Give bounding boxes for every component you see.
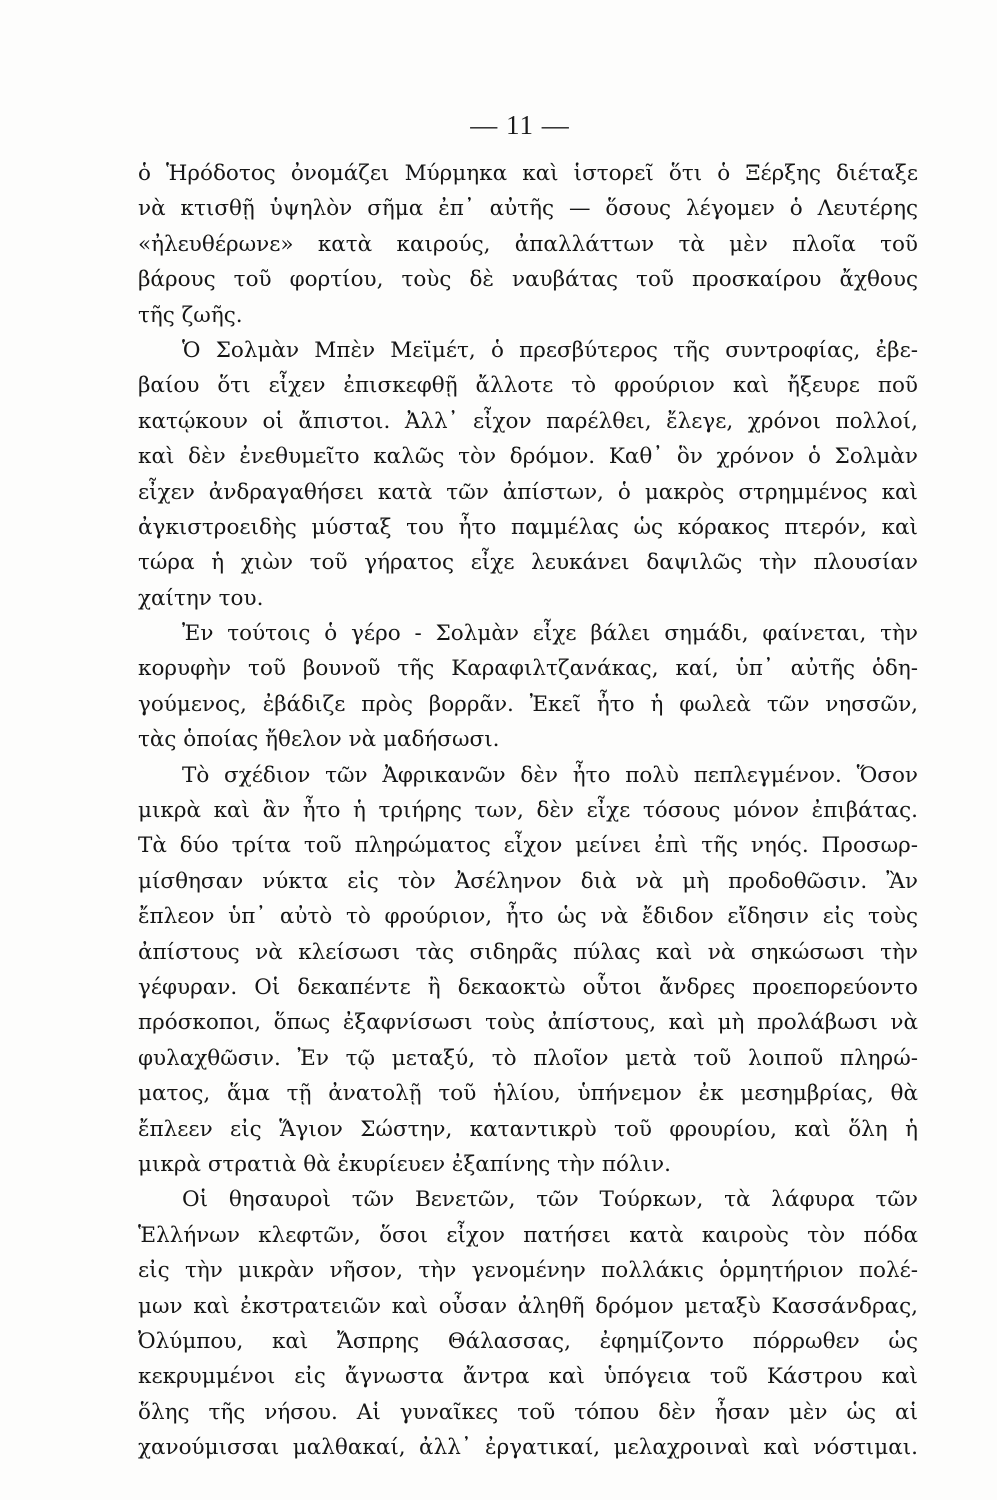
text-line: ματος, ἅμα τῇ ἀνατολῇ τοῦ ἡλίου, ὑπήνεμον ἐκ μεσημβρίας, θὰ	[138, 1081, 918, 1107]
text-line: Τὰ δύο τρίτα τοῦ πληρώματος εἶχον μείνει ἐπὶ τῆς νηός. Προσωρ-	[138, 833, 918, 859]
text-line: «ἠλευθέρωνε» κατὰ καιρούς, ἀπαλλάττων τὰ μὲν πλοῖα τοῦ	[138, 231, 918, 257]
text-line: τὰς ὁποίας ἤθελον νὰ μαδήσωσι.	[138, 727, 500, 753]
text-line: γούμενος, ἐβάδιζε πρὸς βορρᾶν. Ἐκεῖ ἦτο ἡ φωλεὰ τῶν νησσῶν,	[138, 691, 918, 717]
text-line: νὰ κτισθῇ ὑψηλὸν σῆμα ἐπ᾽ αὐτῆς — ὅσους λέγομεν ὁ Λευτέρης	[138, 196, 918, 222]
body-text	[138, 156, 918, 1465]
text-line: χανούμισσαι μαλθακαί, ἀλλ᾽ ἐργατικαί, μελαχροιναὶ καὶ νόστιμαι.	[138, 1435, 918, 1461]
text-line: μικρὰ καὶ ἂν ἦτο ἡ τριήρης των, δὲν εἶχε τόσους μόνον ἐπιβάτας.	[138, 798, 918, 824]
text-line: Τὸ σχέδιον τῶν Ἀφρικανῶν δὲν ἦτο πολὺ πεπλεγμένον. Ὅσον	[182, 762, 918, 788]
text-line: Ὀλύμπου, καὶ Ἄσπρης Θάλασσας, ἐφημίζοντο πόρρωθεν ὡς	[138, 1328, 918, 1354]
text-line: εἰς τὴν μικρὰν νῆσον, τὴν γενομένην πολλάκις ὁρμητήριον πολέ-	[138, 1258, 918, 1284]
text-line: ὁ Ἡρόδοτος ὀνομάζει Μύρμηκα καὶ ἱστορεῖ ὅτι ὁ Ξέρξης διέταξε	[138, 161, 918, 186]
text-line: ἀγκιστροειδὴς μύσταξ του ἦτο παμμέλας ὡς κόρακος πτερόν, καὶ	[138, 514, 918, 540]
text-line: χαίτην του.	[138, 585, 264, 611]
text-line: ὅλης τῆς νήσου. Αἱ γυναῖκες τοῦ τόπου δὲν ἦσαν μὲν ὡς αἱ	[138, 1399, 918, 1425]
text-line: κεκρυμμένοι εἰς ἄγνωστα ἄντρα καὶ ὑπόγεια τοῦ Κάστρου καὶ	[138, 1364, 918, 1390]
text-line: μικρὰ στρατιὰ θὰ ἐκυρίευεν ἐξαπίνης τὴν πόλιν.	[138, 1151, 671, 1177]
text-line: Ἐν τούτοις ὁ γέρο - Σολμὰν εἶχε βάλει σημάδι, φαίνεται, τὴν	[182, 621, 918, 647]
text-line: γέφυραν. Οἱ δεκαπέντε ἢ δεκαοκτὼ οὗτοι ἄνδρες προεπορεύοντο	[138, 974, 918, 1000]
text-line: Ἑλλήνων κλεφτῶν, ὅσοι εἶχον πατήσει κατὰ καιροὺς τὸν πόδα	[138, 1222, 918, 1248]
text-line: τώρα ἡ χιὼν τοῦ γήρατος εἶχε λευκάνει δαψιλῶς τὴν πλουσίαν	[138, 550, 918, 576]
text-line: Οἱ θησαυροὶ τῶν Βενετῶν, τῶν Τούρκων, τὰ λάφυρα τῶν	[182, 1187, 918, 1213]
text-line: ἔπλεεν εἰς Ἅγιον Σώστην, καταντικρὺ τοῦ φρουρίου, καὶ ὅλη ἡ	[138, 1116, 918, 1142]
text-line: φυλαχθῶσιν. Ἐν τῷ μεταξύ, τὸ πλοῖον μετὰ τοῦ λοιποῦ πληρώ-	[138, 1045, 918, 1071]
text-line: μίσθησαν νύκτα εἰς τὸν Ἀσέληνον διὰ νὰ μὴ προδοθῶσιν. Ἂν	[138, 868, 918, 894]
text-line: ἔπλεον ὑπ᾽ αὐτὸ τὸ φρούριον, ἦτο ὡς νὰ ἔδιδον εἴδησιν εἰς τοὺς	[138, 904, 918, 930]
text-line: βαίου ὅτι εἶχεν ἐπισκεφθῇ ἄλλοτε τὸ φρούριον καὶ ἤξευρε ποῦ	[138, 373, 918, 399]
text-line: βάρους τοῦ φορτίου, τοὺς δὲ ναυβάτας τοῦ προσκαίρου ἄχθους	[138, 267, 918, 293]
text-line: μων καὶ ἐκστρατειῶν καὶ οὖσαν ἀληθῆ δρόμον μεταξὺ Κασσάνδρας,	[138, 1293, 918, 1319]
text-line: ἀπίστους νὰ κλείσωσι τὰς σιδηρᾶς πύλας καὶ νὰ σηκώσωσι τὴν	[138, 939, 918, 965]
text-line: Ὁ Σολμὰν Μπὲν Μεϊμέτ, ὁ πρεσβύτερος τῆς συντροφίας, ἐβε-	[182, 337, 918, 363]
text-line: εἶχεν ἀνδραγαθήσει κατὰ τῶν ἀπίστων, ὁ μακρὸς στρημμένος καὶ	[138, 479, 918, 505]
text-line: πρόσκοποι, ὅπως ἐξαφνίσωσι τοὺς ἀπίστους, καὶ μὴ προλάβωσι νὰ	[138, 1010, 918, 1036]
page-number: — 11 —	[470, 110, 570, 140]
text-line: τῆς ζωῆς.	[138, 302, 243, 328]
text-line: κορυφὴν τοῦ βουνοῦ τῆς Καραφιλτζανάκας, καί, ὑπ᾽ αὐτῆς ὁδη-	[138, 656, 918, 682]
text-line: κατῴκουν οἱ ἄπιστοι. Ἀλλ᾽ εἶχον παρέλθει, ἔλεγε, χρόνοι πολλοί,	[138, 408, 918, 434]
text-line: καὶ δὲν ἐνεθυμεῖτο καλῶς τὸν δρόμον. Καθ᾽ ὃν χρόνον ὁ Σολμὰν	[138, 444, 918, 470]
